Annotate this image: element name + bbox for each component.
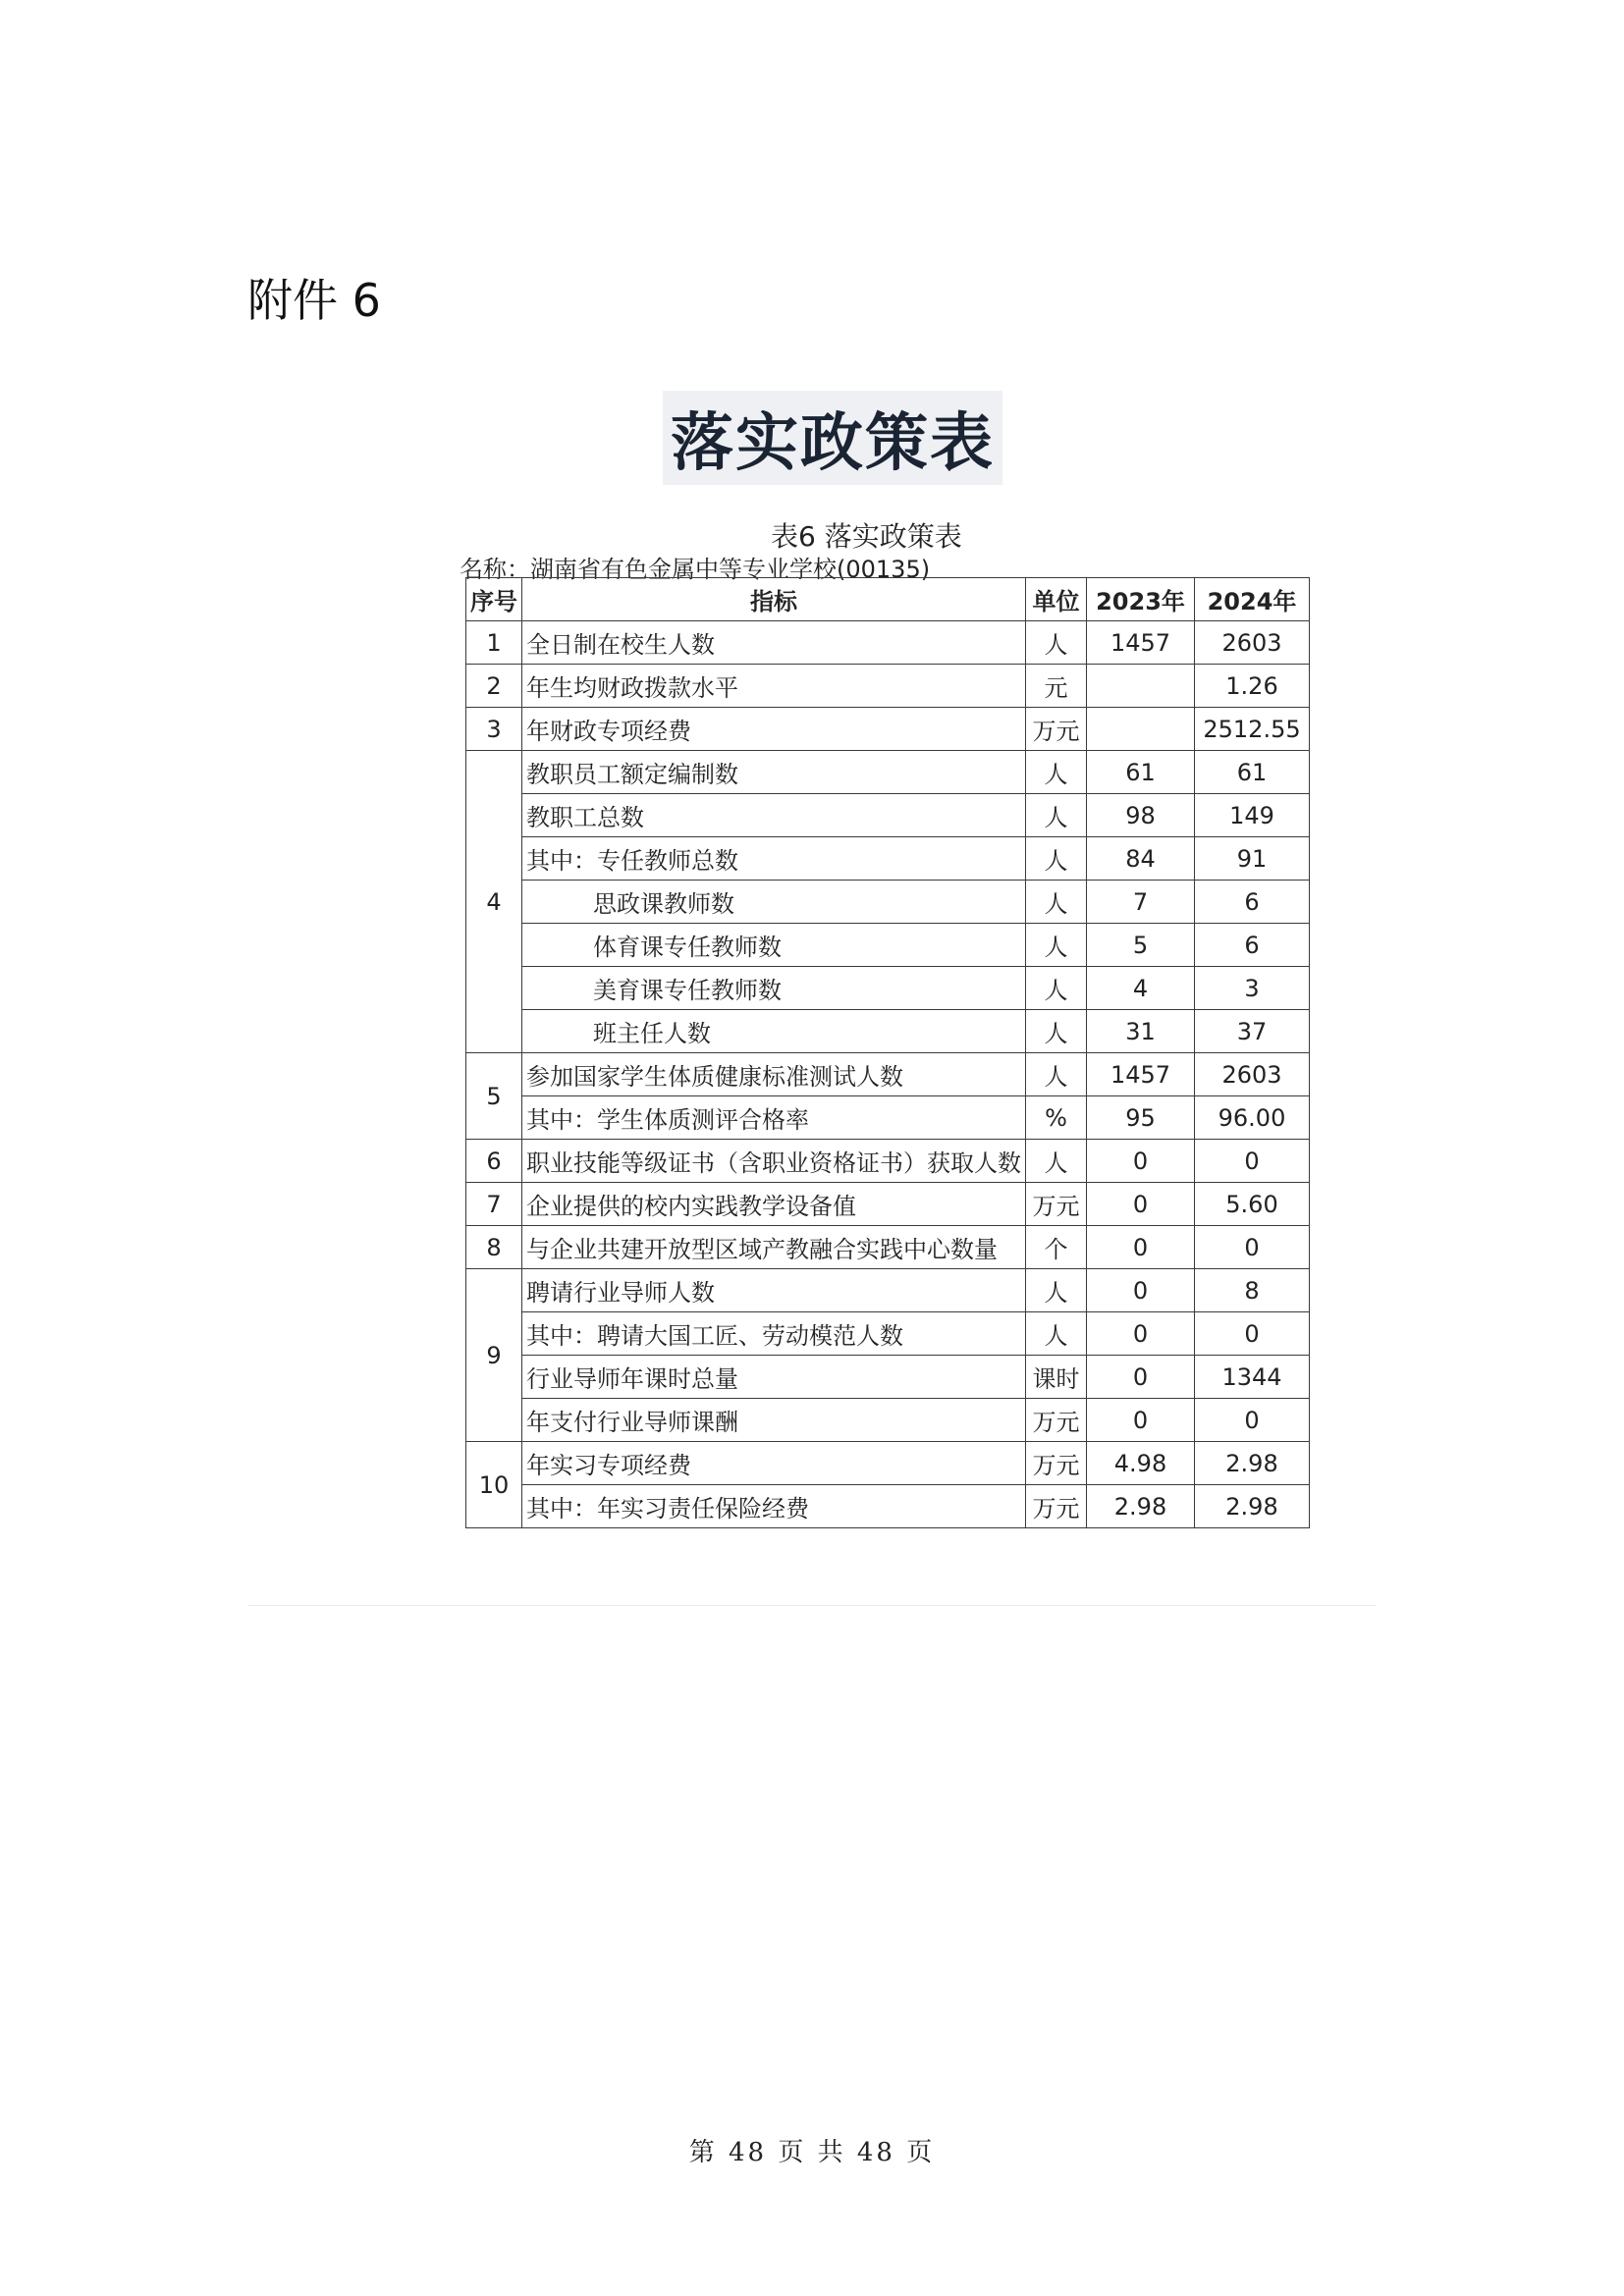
header-2023: 2023年 [1087,578,1195,621]
table-row [466,1010,1310,1053]
row-indicator: 年财政专项经费 [522,708,1026,751]
row-value-2023: 98 [1087,794,1195,837]
row-unit: 元 [1026,665,1087,708]
row-value-2023: 1457 [1087,621,1195,665]
row-seq: 1 [466,621,522,665]
row-seq: 5 [466,1053,522,1140]
row-indicator: 与企业共建开放型区域产教融合实践中心数量 [522,1226,1026,1269]
row-indicator: 年支付行业导师课酬 [522,1399,1026,1442]
row-indicator: 聘请行业导师人数 [522,1269,1026,1312]
row-indicator: 全日制在校生人数 [522,621,1026,665]
row-value-2023: 0 [1087,1312,1195,1356]
table-row [466,1183,1310,1226]
table-row [466,967,1310,1010]
row-seq: 6 [466,1140,522,1183]
row-unit: 万元 [1026,708,1087,751]
row-value-2024: 3 [1195,967,1310,1010]
row-unit: 人 [1026,881,1087,924]
table-row [466,924,1310,967]
row-unit: 万元 [1026,1485,1087,1528]
row-unit: 人 [1026,1269,1087,1312]
table-row [466,1053,1310,1096]
table-row [466,1269,1310,1312]
row-unit: 万元 [1026,1442,1087,1485]
row-value-2023: 0 [1087,1356,1195,1399]
row-indicator: 年生均财政拨款水平 [522,665,1026,708]
row-indicator: 年实习专项经费 [522,1442,1026,1485]
table-row [466,708,1310,751]
row-value-2024: 2512.55 [1195,708,1310,751]
row-indicator: 教职工总数 [522,794,1026,837]
row-value-2024: 0 [1195,1399,1310,1442]
row-value-2024: 0 [1195,1312,1310,1356]
table-header-row [466,578,1310,621]
row-indicator: 体育课专任教师数 [522,924,1026,967]
table-row [466,794,1310,837]
row-seq: 10 [466,1442,522,1528]
row-value-2024: 96.00 [1195,1096,1310,1140]
row-value-2023: 0 [1087,1183,1195,1226]
table-row [466,881,1310,924]
table-row [466,1140,1310,1183]
row-value-2023: 0 [1087,1226,1195,1269]
page-title: 落实政策表 [663,391,1002,485]
row-unit: 人 [1026,837,1087,881]
row-unit: 人 [1026,621,1087,665]
row-unit: 课时 [1026,1356,1087,1399]
row-indicator: 思政课教师数 [522,881,1026,924]
row-seq: 7 [466,1183,522,1226]
row-value-2023: 7 [1087,881,1195,924]
table-row [466,751,1310,794]
table-row [466,665,1310,708]
row-seq: 9 [466,1269,522,1442]
row-unit: 人 [1026,751,1087,794]
row-unit: 万元 [1026,1399,1087,1442]
row-value-2023: 2.98 [1087,1485,1195,1528]
row-value-2024: 149 [1195,794,1310,837]
header-2024: 2024年 [1195,578,1310,621]
row-unit: 人 [1026,1140,1087,1183]
table-row [466,1485,1310,1528]
row-value-2023: 1457 [1087,1053,1195,1096]
row-indicator: 企业提供的校内实践教学设备值 [522,1183,1026,1226]
row-value-2023: 95 [1087,1096,1195,1140]
row-unit: 人 [1026,924,1087,967]
header-seq: 序号 [466,578,522,621]
table-row [466,837,1310,881]
divider [247,1605,1377,1606]
row-seq: 2 [466,665,522,708]
row-seq: 3 [466,708,522,751]
row-indicator: 其中：专任教师总数 [522,837,1026,881]
table-row [466,1096,1310,1140]
row-indicator: 其中：学生体质测评合格率 [522,1096,1026,1140]
row-seq: 4 [466,751,522,1053]
org-name: 名称：湖南省有色金属中等专业学校(00135) [460,556,931,583]
row-unit: 万元 [1026,1183,1087,1226]
row-value-2024: 6 [1195,881,1310,924]
row-value-2024: 37 [1195,1010,1310,1053]
row-value-2024: 1.26 [1195,665,1310,708]
row-value-2023: 0 [1087,1269,1195,1312]
row-value-2024: 5.60 [1195,1183,1310,1226]
table-body [466,621,1310,1528]
row-value-2024: 0 [1195,1140,1310,1183]
row-value-2023 [1087,665,1195,708]
row-indicator: 参加国家学生体质健康标准测试人数 [522,1053,1026,1096]
table-row [466,1399,1310,1442]
row-value-2024: 2.98 [1195,1442,1310,1485]
row-value-2023: 5 [1087,924,1195,967]
attachment-label: 附件 6 [247,274,381,327]
row-indicator: 其中：年实习责任保险经费 [522,1485,1026,1528]
row-value-2024: 2603 [1195,1053,1310,1096]
row-indicator: 教职员工额定编制数 [522,751,1026,794]
row-value-2024: 1344 [1195,1356,1310,1399]
header-unit: 单位 [1026,578,1087,621]
row-value-2023: 31 [1087,1010,1195,1053]
row-value-2023: 0 [1087,1140,1195,1183]
row-value-2024: 6 [1195,924,1310,967]
row-indicator: 职业技能等级证书（含职业资格证书）获取人数 [522,1140,1026,1183]
table-row [466,1226,1310,1269]
row-value-2023: 61 [1087,751,1195,794]
row-indicator: 行业导师年课时总量 [522,1356,1026,1399]
row-indicator: 美育课专任教师数 [522,967,1026,1010]
row-value-2024: 8 [1195,1269,1310,1312]
table-caption: 表6 落实政策表 [771,520,962,553]
table-row [466,1356,1310,1399]
row-value-2024: 61 [1195,751,1310,794]
page-footer: 第 48 页 共 48 页 [688,2138,936,2167]
row-value-2024: 2.98 [1195,1485,1310,1528]
row-indicator: 班主任人数 [522,1010,1026,1053]
row-unit: 人 [1026,1053,1087,1096]
row-unit: 个 [1026,1226,1087,1269]
row-unit: 人 [1026,1010,1087,1053]
row-unit: 人 [1026,967,1087,1010]
table-row [466,1442,1310,1485]
row-value-2024: 91 [1195,837,1310,881]
row-value-2023: 0 [1087,1399,1195,1442]
row-value-2024: 0 [1195,1226,1310,1269]
policy-table [465,577,1310,1528]
row-seq: 8 [466,1226,522,1269]
row-unit: 人 [1026,794,1087,837]
row-value-2023: 4.98 [1087,1442,1195,1485]
row-value-2023: 4 [1087,967,1195,1010]
header-indicator: 指标 [522,578,1026,621]
table-row [466,1312,1310,1356]
row-unit: % [1026,1096,1087,1140]
table-row [466,621,1310,665]
row-indicator: 其中：聘请大国工匠、劳动模范人数 [522,1312,1026,1356]
row-unit: 人 [1026,1312,1087,1356]
row-value-2023 [1087,708,1195,751]
row-value-2023: 84 [1087,837,1195,881]
row-value-2024: 2603 [1195,621,1310,665]
